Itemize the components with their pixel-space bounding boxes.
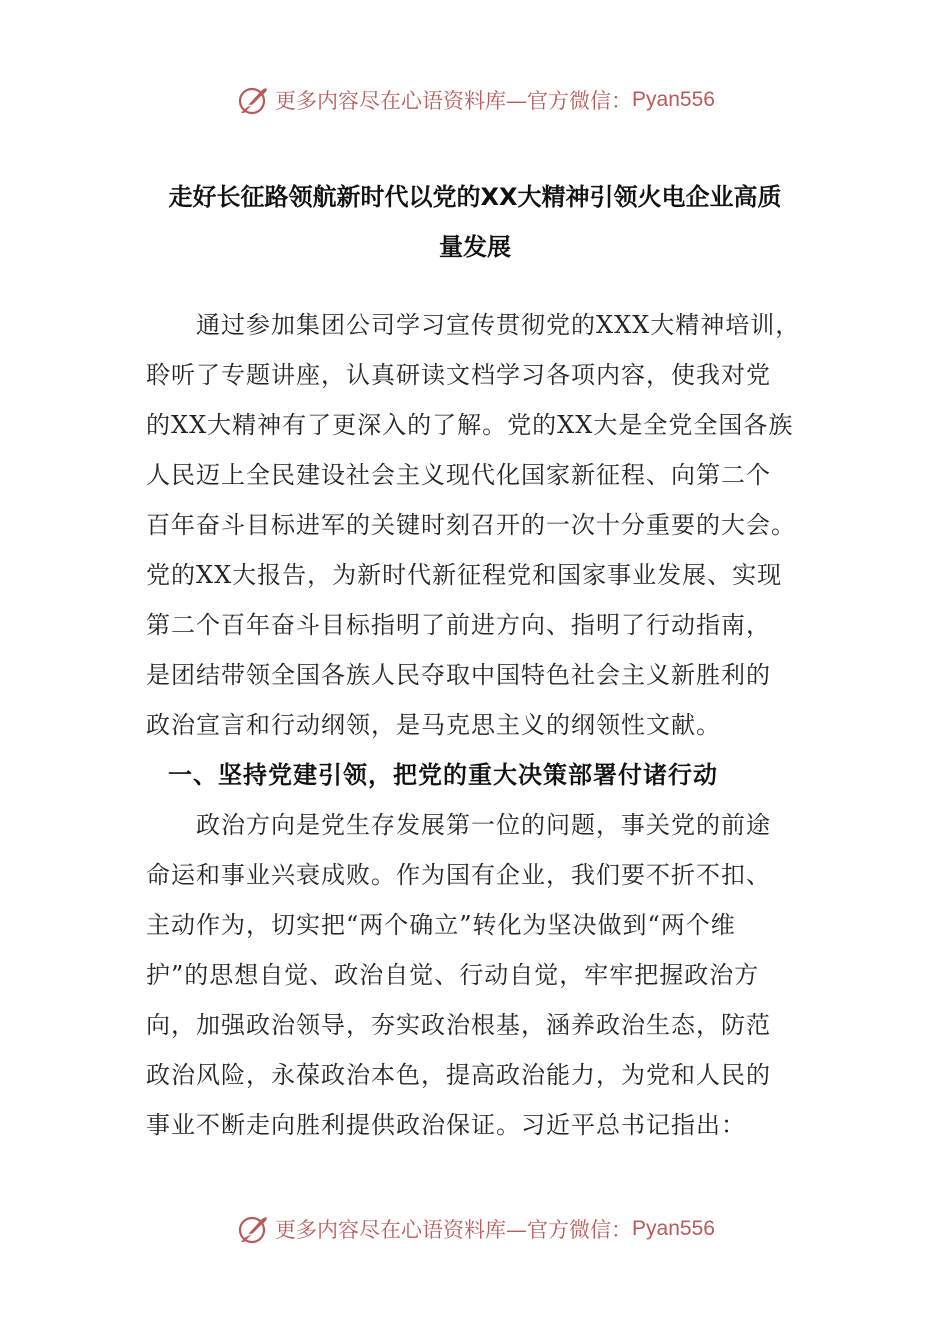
paragraph-line: 政治风险，永葆政治本色，提高政治能力，为党和人民的 [146, 1061, 771, 1089]
paragraph-line: 人民迈上全民建设社会主义现代化国家新征程、向第二个 [146, 461, 771, 489]
paragraph-line: 通过参加集团公司学习宣传贯彻党的XXX大精神培训， [196, 311, 801, 339]
watermark-sub-text: —官方微信： [506, 89, 633, 113]
paragraph-line: 护”的思想自觉、政治自觉、行动自觉，牢牢把握政治方 [146, 961, 760, 989]
paragraph-line: 政治宣言和行动纲领，是马克思主义的纲领性文献。 [146, 711, 721, 739]
paragraph-line: 事业不断走向胜利提供政治保证。习近平总书记指出： [146, 1111, 746, 1139]
paragraph-line: 政治方向是党生存发展第一位的问题，事关党的前途 [196, 811, 771, 839]
watermark-main-text: 更多内容尽在心语资料库 [275, 1218, 507, 1242]
paragraph-line: 第二个百年奋斗目标指明了前进方向、指明了行动指南， [146, 611, 771, 639]
document-title [100, 172, 850, 272]
title-line-1: 走好长征路领航新时代以党的XX大精神引领火电企业高质 [168, 183, 782, 211]
document-body [146, 300, 806, 1150]
section-heading: 一、坚持党建引领，把党的重大决策部署付诸行动 [168, 761, 718, 789]
paragraph-line: 向，加强政治领导，夯实政治根基，涵养政治生态，防范 [146, 1011, 771, 1039]
paragraph-line: 聆听了专题讲座，认真研读文档学习各项内容，使我对党 [146, 361, 771, 389]
title-line-2: 量发展 [439, 233, 511, 261]
paragraph-line: 主动作为，切实把“两个确立”转化为坚决做到“两个维 [146, 911, 736, 939]
watermark-banner-top [0, 83, 950, 117]
watermark-sub-text: —官方微信： [506, 1218, 633, 1242]
quill-pen-icon [235, 83, 269, 117]
paragraph-line: 是团结带领全国各族人民夺取中国特色社会主义新胜利的 [146, 661, 771, 689]
paragraph-line: 百年奋斗目标进军的关键时刻召开的一次十分重要的大会。 [146, 511, 796, 539]
paragraph-line: 的XX大精神有了更深入的了解。党的XX大是全党全国各族 [146, 411, 794, 439]
watermark-id-text: Pyan556 [632, 88, 715, 111]
watermark-banner-bottom [0, 1212, 950, 1246]
watermark-main-text: 更多内容尽在心语资料库 [275, 89, 507, 113]
watermark-id-text: Pyan556 [632, 1217, 715, 1240]
quill-pen-icon [235, 1212, 269, 1246]
paragraph-line: 命运和事业兴衰成败。作为国有企业，我们要不折不扣、 [146, 861, 771, 889]
paragraph-line: 党的XX大报告，为新时代新征程党和国家事业发展、实现 [146, 561, 783, 589]
